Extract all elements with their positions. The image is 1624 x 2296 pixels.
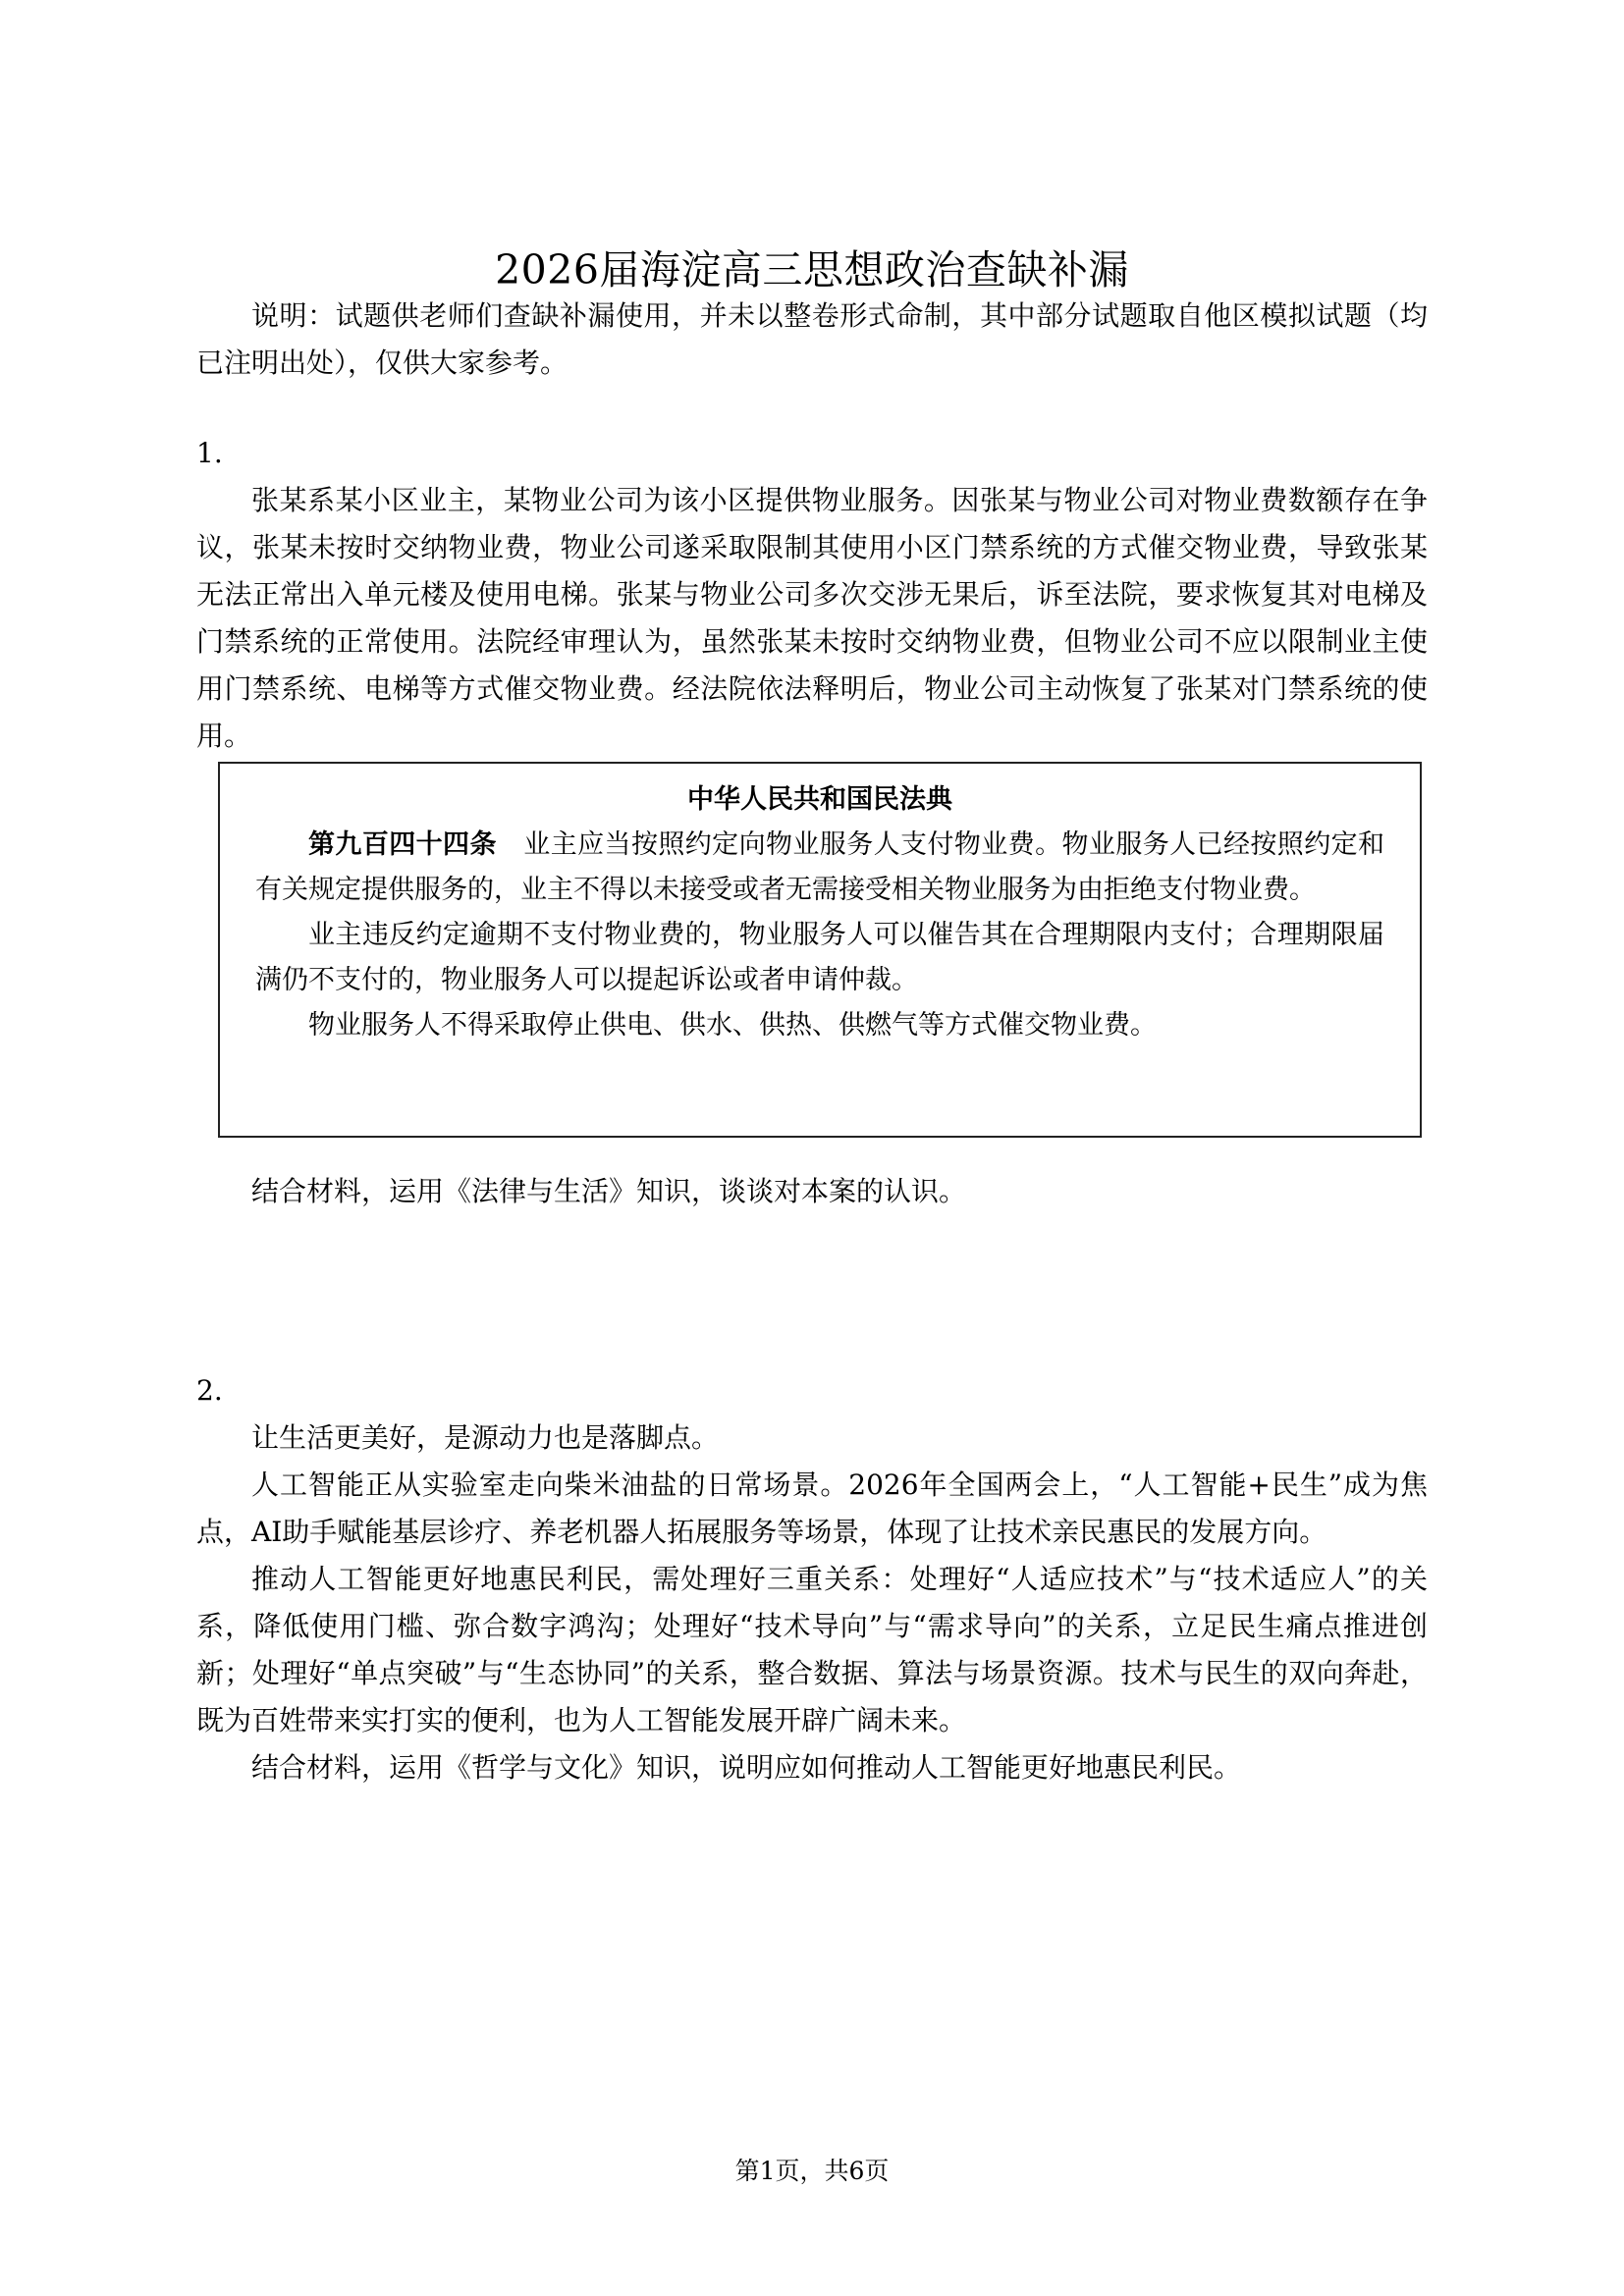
article-label: 第九百四十四条 — [308, 829, 497, 860]
question-2-paragraph: 人工智能正从实验室走向柴米油盐的日常场景。2026年全国两会上，“人工智能+民生”成为焦点，AI助手赋能基层诊疗、养老机器人拓展服务等场景，体现了让技术亲民惠民的发展方向。 — [196, 1468, 1428, 1548]
law-title: 中华人民共和国民法典 — [687, 784, 952, 815]
question-2-paragraph: 推动人工智能更好地惠民利民，需处理好三重关系：处理好“人适应技术”与“技术适应人”的关系，降低使用门槛、弥合数字鸿沟；处理好“技术导向”与“需求导向”的关系，立足民生痛点推进创新；处理好“单点突破”与“生态协同”的关系，整合数据、算法与场景资源。技术与民生的双向奔赴，既为百姓带来实打实的便利，也为人工智能发展开辟广阔未来。 — [196, 1563, 1428, 1736]
question-1-number: 1. — [196, 437, 223, 469]
question-1-prompt: 结合材料，运用《法律与生活》知识，谈谈对本案的认识。 — [251, 1175, 967, 1207]
question-2-paragraph: 让生活更美好，是源动力也是落脚点。 — [251, 1421, 720, 1454]
law-paragraph: 业主违反约定逾期不支付物业费的，物业服务人可以催告其在合理期限内支付；合理期限届满仍不支付的，物业服务人可以提起诉讼或者申请仲裁。 — [255, 920, 1384, 995]
question-2-number: 2. — [196, 1374, 223, 1407]
page-footer: 第1页，共6页 — [734, 2157, 890, 2185]
law-paragraph-text: 业主应当按照约定向物业服务人支付物业费。物业服务人已经按照约定和有关规定提供服务的，业主不得以未接受或者无需接受相关物业服务为由拒绝支付物业费。 — [255, 829, 1385, 905]
law-excerpt-box — [218, 762, 1422, 1138]
page-title: 2026届海淀高三思想政治查缺补漏 — [495, 246, 1129, 294]
question-1-material: 张某系某小区业主，某物业公司为该小区提供物业服务。因张某与物业公司对物业费数额存在争议，张某未按时交纳物业费，物业公司遂采取限制其使用小区门禁系统的方式催交物业费，导致张某无法正常出入单元楼及使用电梯。张某与物业公司多次交涉无果后，诉至法院，要求恢复其对电梯及门禁系统的正常使用。法院经审理认为，虽然张某未按时交纳物业费，但物业公司不应以限制业主使用门禁系统、电梯等方式催交物业费。经法院依法释明后，物业公司主动恢复了张某对门禁系统的使用。 — [196, 484, 1428, 752]
law-paragraph: 物业服务人不得采取停止供电、供水、供热、供燃气等方式催交物业费。 — [308, 1010, 1157, 1041]
exam-note: 说明：试题供老师们查缺补漏使用，并未以整卷形式命制，其中部分试题取自他区模拟试题（均已注明出处），仅供大家参考。 — [196, 299, 1428, 379]
law-paragraph — [255, 823, 1384, 913]
question-2-prompt: 结合材料，运用《哲学与文化》知识，说明应如何推动人工智能更好地惠民利民。 — [251, 1751, 1242, 1784]
